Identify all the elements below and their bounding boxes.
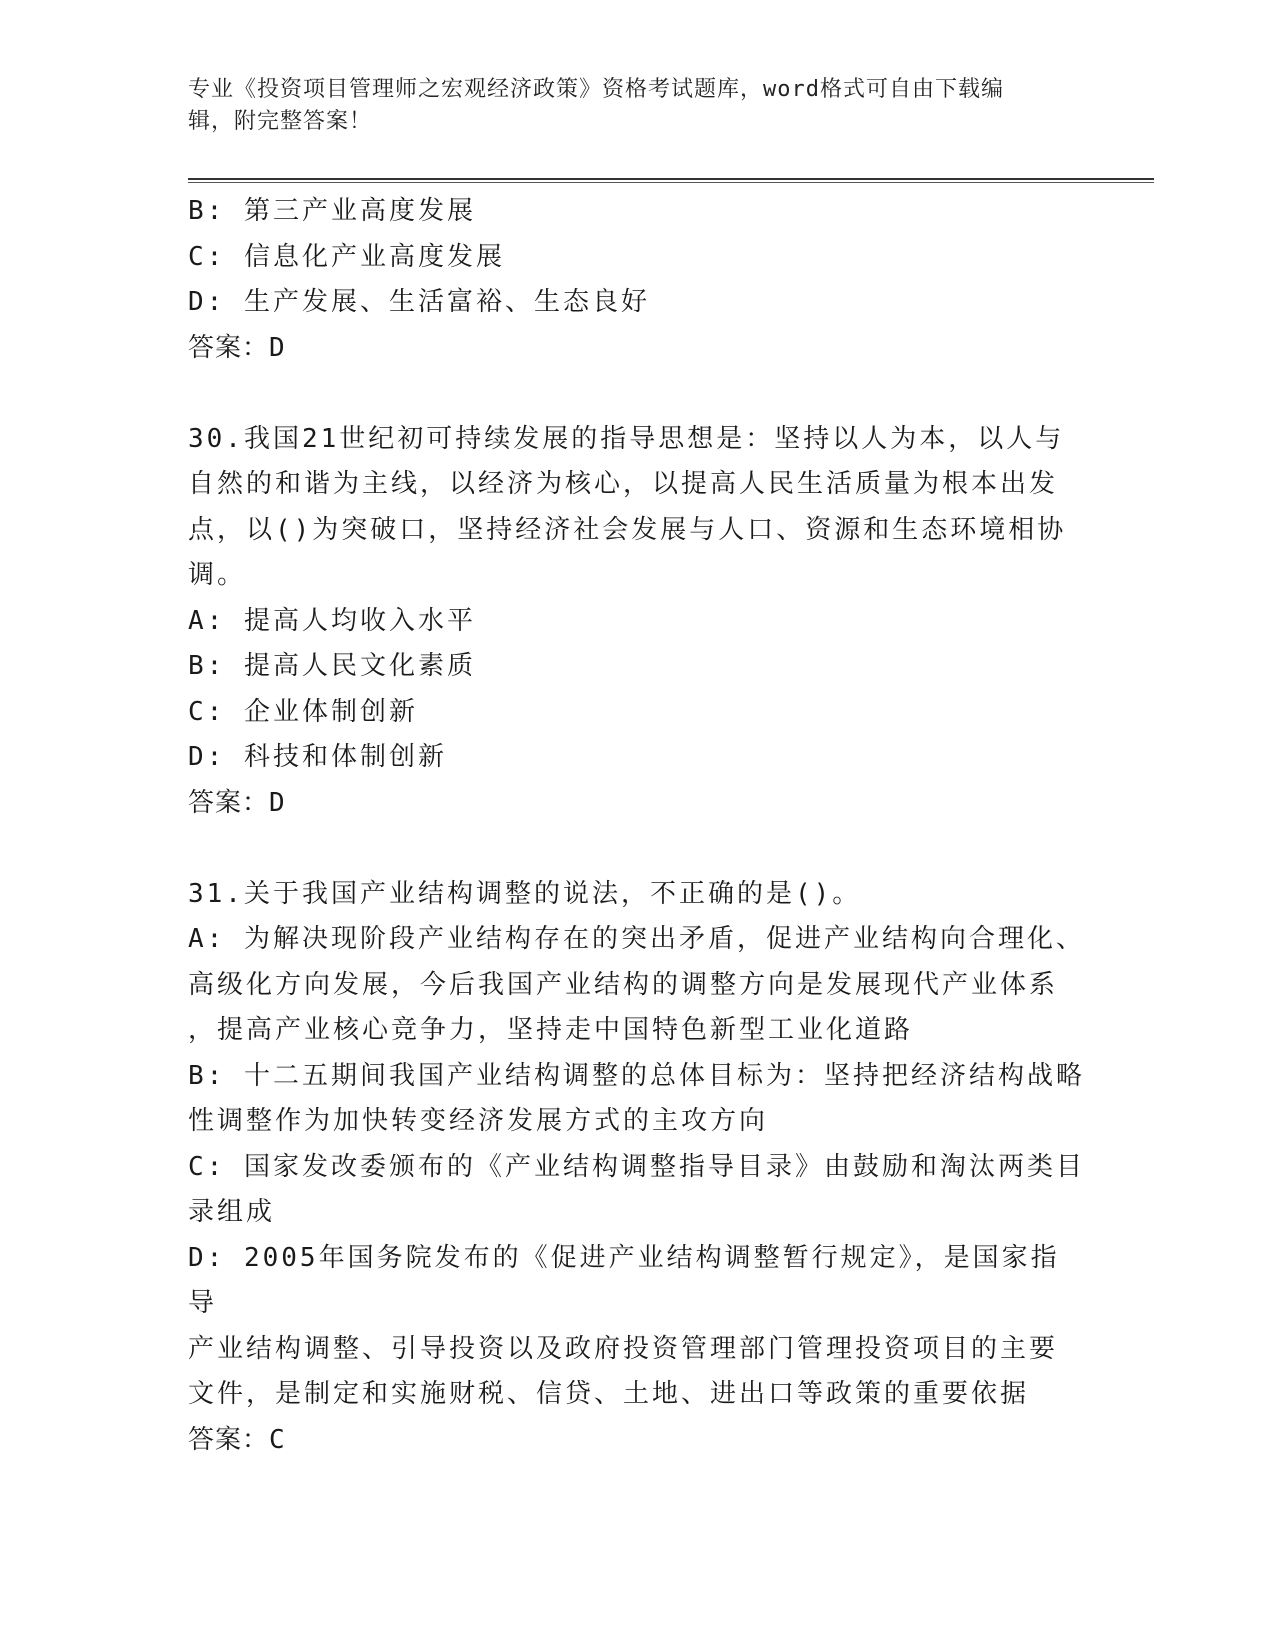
answer-label: 答案：C bbox=[188, 1424, 286, 1455]
question-content bbox=[188, 189, 1088, 1463]
option-a: 高级化方向发展，今后我国产业结构的调整方向是发展现代产业体系 bbox=[188, 969, 1059, 1000]
question-stem: 30.我国21世纪初可持续发展的指导思想是：坚持以人为本，以人与 bbox=[188, 423, 1065, 454]
option-c: 录组成 bbox=[188, 1197, 276, 1227]
question-29-continuation bbox=[188, 189, 1088, 371]
question-stem: 自然的和谐为主线，以经济为核心，以提高人民生活质量为根本出发 bbox=[188, 469, 1059, 499]
option-d: D: 2005年国务院发布的《促进产业结构调整暂行规定》，是国家指导 bbox=[188, 1242, 1060, 1318]
option-b: B: 第三产业高度发展 bbox=[188, 196, 476, 226]
header-line: 专业《投资项目管理师之宏观经济政策》资格考试题库，word格式可自由下载编 bbox=[188, 77, 1004, 102]
option-a: ，提高产业核心竞争力，坚持走中国特色新型工业化道路 bbox=[188, 1015, 914, 1045]
question-stem: 31.关于我国产业结构调整的说法，不正确的是()。 bbox=[188, 878, 862, 909]
option-b: 性调整作为加快转变经济发展方式的主攻方向 bbox=[188, 1106, 769, 1136]
spacer bbox=[188, 826, 1088, 872]
option-d: D: 生产发展、生活富裕、生态良好 bbox=[188, 287, 650, 317]
header-divider-thin bbox=[188, 182, 1154, 183]
question-stem: 点，以()为突破口，坚持经济社会发展与人口、资源和生态环境相协 bbox=[188, 514, 1067, 545]
question-31 bbox=[188, 872, 1088, 1464]
header-divider-thick bbox=[188, 178, 1154, 180]
option-a: A: 提高人均收入水平 bbox=[188, 605, 476, 636]
answer-label: 答案：D bbox=[188, 332, 286, 363]
option-d: 文件，是制定和实施财税、信贷、土地、进出口等政策的重要依据 bbox=[188, 1379, 1030, 1409]
spacer bbox=[188, 371, 1088, 417]
header-line: 辑，附完整答案！ bbox=[188, 109, 373, 134]
option-c: C: 信息化产业高度发展 bbox=[188, 241, 505, 272]
option-a: A: 为解决现阶段产业结构存在的突出矛盾，促进产业结构向合理化、 bbox=[188, 924, 1085, 954]
option-c: C: 企业体制创新 bbox=[188, 696, 418, 727]
answer-label: 答案：D bbox=[188, 787, 286, 818]
question-30 bbox=[188, 417, 1088, 827]
option-d: D: 科技和体制创新 bbox=[188, 742, 447, 772]
question-stem: 调。 bbox=[188, 560, 247, 590]
option-b: B: 十二五期间我国产业结构调整的总体目标为：坚持把经济结构战略 bbox=[188, 1060, 1085, 1091]
option-d: 产业结构调整、引导投资以及政府投资管理部门管理投资项目的主要 bbox=[188, 1333, 1059, 1364]
document-header bbox=[188, 74, 1088, 138]
option-b: B: 提高人民文化素质 bbox=[188, 651, 476, 681]
option-c: C: 国家发改委颁布的《产业结构调整指导目录》由鼓励和淘汰两类目 bbox=[188, 1151, 1085, 1182]
